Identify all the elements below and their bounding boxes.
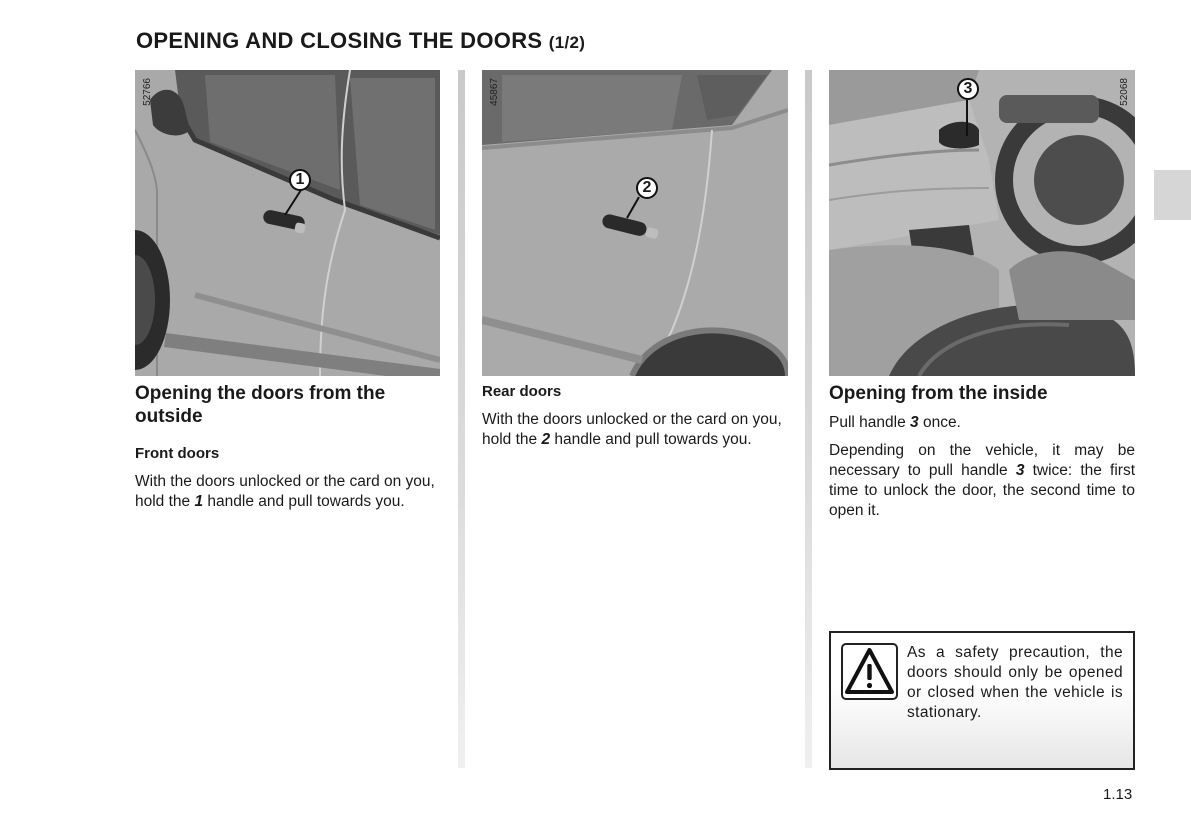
figure-code: 52068 [1119, 78, 1130, 106]
page-title-part: (1/2) [548, 33, 586, 52]
text-run: Depending on the vehicle, it may be necessary to pull handle [829, 442, 1135, 479]
subheading-front-doors: Front doors [135, 445, 220, 462]
inside-instructions-1 [829, 413, 1135, 433]
figure-code: 52766 [142, 78, 153, 106]
warning-text: As a safety precaution, the doors should only be opened or closed when the vehicle is stationary. [907, 644, 1123, 721]
chapter-tab [1154, 170, 1191, 220]
callout-2: 2 [636, 177, 658, 199]
text-run: With the doors unlocked or the card on you, hold the [135, 473, 435, 510]
rear-door-exterior-illustration [482, 70, 788, 376]
text-run: twice: the first time to unlock the door, the second time to open it. [829, 462, 1135, 519]
callout-3: 3 [957, 78, 979, 100]
reference-number: 2 [541, 431, 551, 448]
safety-warning-box [829, 631, 1135, 770]
column-divider [458, 70, 465, 768]
text-run: Pull handle [829, 414, 911, 431]
text-run: handle and pull towards you. [550, 431, 752, 448]
section-heading: Opening the doors from the outside [135, 383, 386, 427]
front-door-exterior-illustration [135, 70, 440, 376]
reference-number: 3 [1015, 462, 1025, 479]
callout-1: 1 [289, 169, 311, 191]
front-doors-instructions [135, 472, 441, 512]
section-heading: Opening from the inside [829, 383, 1048, 404]
reference-number: 1 [194, 493, 204, 510]
figure-code: 45867 [489, 78, 500, 106]
page-title [136, 28, 585, 54]
section-inside-opening [829, 382, 1135, 521]
text-run: once. [918, 414, 961, 431]
text-run: handle and pull towards you. [203, 493, 405, 510]
page-title-main: OPENING AND CLOSING THE DOORS [136, 28, 543, 53]
section-rear-doors [482, 382, 788, 450]
text-run: With the doors unlocked or the card on you, hold the [482, 411, 782, 448]
section-front-doors [135, 382, 441, 512]
warning-triangle-icon [841, 643, 898, 700]
reference-number: 3 [910, 414, 919, 431]
column-divider [805, 70, 812, 768]
page-number: 1.13 [1103, 786, 1133, 803]
inside-instructions-2 [829, 441, 1135, 521]
subheading-rear-doors: Rear doors [482, 383, 562, 400]
interior-door-handle-illustration [829, 70, 1135, 376]
rear-doors-instructions [482, 410, 788, 450]
